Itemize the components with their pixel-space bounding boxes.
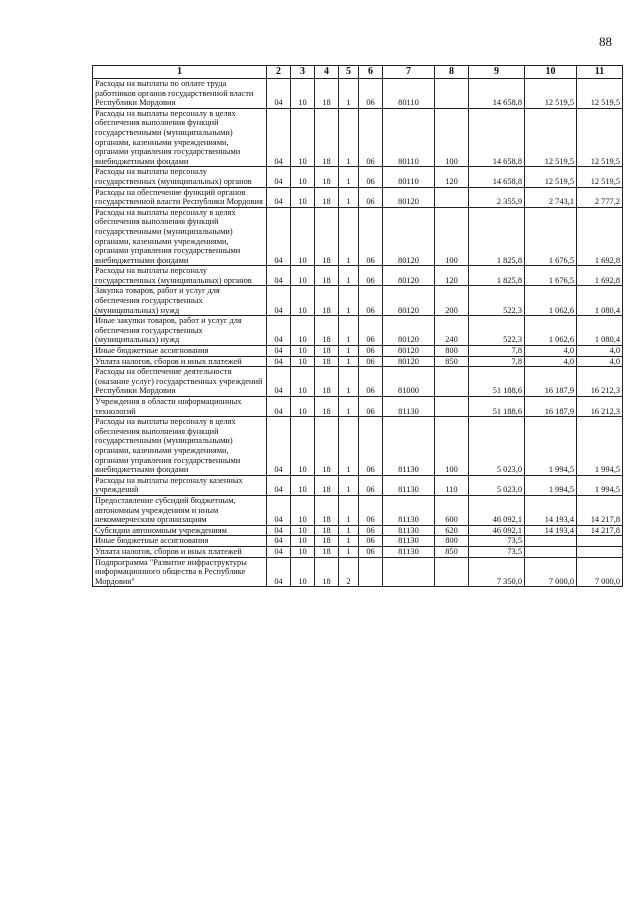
cell-amount-year-3: 16 212,3 [577,397,623,417]
cell-description: Субсидии автономным учреждениям [93,525,267,536]
cell-amount-year-2: 1 994,5 [525,417,577,476]
cell-amount-year-1: 51 188,6 [469,367,525,397]
cell-amount-year-1: 14 658,8 [469,79,525,109]
cell-program: 18 [315,187,339,207]
cell-amount-year-2: 7 000,0 [525,557,577,587]
cell-section: 04 [267,525,291,536]
table-row [93,557,623,587]
cell-description: Иные закупки товаров, работ и услуг для обеспечения государственных (муниципальных) нужд [93,316,267,346]
cell-amount-year-3: 1 994,5 [577,417,623,476]
cell-amount-year-1: 73,5 [469,546,525,557]
cell-direction: 80120 [383,266,435,286]
column-header-8: 8 [435,66,469,79]
cell-main-activity: 06 [359,79,383,109]
cell-expense-type: 100 [435,207,469,266]
cell-subsection: 10 [291,286,315,316]
cell-amount-year-1: 7,8 [469,356,525,367]
cell-subsection: 10 [291,187,315,207]
cell-direction: 81130 [383,536,435,547]
cell-direction: 81000 [383,367,435,397]
cell-main-activity: 06 [359,525,383,536]
cell-program: 18 [315,79,339,109]
cell-main-activity: 06 [359,187,383,207]
cell-main-activity: 06 [359,475,383,495]
cell-section: 04 [267,167,291,187]
cell-section: 04 [267,79,291,109]
cell-program: 18 [315,475,339,495]
header-row [93,66,623,79]
cell-main-activity: 06 [359,167,383,187]
cell-subsection: 10 [291,475,315,495]
cell-description: Предоставление субсидий бюджетным, автономным учреждениям и иным некоммерческим организациям [93,495,267,525]
cell-amount-year-3 [577,536,623,547]
cell-main-activity: 06 [359,356,383,367]
cell-subprogram: 1 [339,108,359,167]
cell-direction: 81130 [383,475,435,495]
cell-amount-year-3: 4,0 [577,356,623,367]
cell-section: 04 [267,316,291,346]
cell-section: 04 [267,346,291,357]
cell-program: 18 [315,167,339,187]
cell-amount-year-1: 1 825,8 [469,266,525,286]
column-header-4: 4 [315,66,339,79]
column-header-10: 10 [525,66,577,79]
cell-expense-type [435,79,469,109]
cell-amount-year-1: 5 023,0 [469,417,525,476]
cell-amount-year-3: 1 692,8 [577,207,623,266]
cell-amount-year-2 [525,546,577,557]
cell-section: 04 [267,536,291,547]
cell-expense-type: 120 [435,167,469,187]
cell-subsection: 10 [291,536,315,547]
cell-program: 18 [315,525,339,536]
cell-direction: 80110 [383,167,435,187]
cell-section: 04 [267,266,291,286]
cell-amount-year-2: 12 519,5 [525,167,577,187]
cell-subsection: 10 [291,79,315,109]
cell-main-activity: 06 [359,397,383,417]
cell-expense-type: 800 [435,346,469,357]
table-row [93,346,623,357]
cell-main-activity: 06 [359,346,383,357]
cell-direction: 81130 [383,397,435,417]
cell-expense-type: 100 [435,417,469,476]
cell-subprogram: 1 [339,167,359,187]
table-row [93,207,623,266]
cell-expense-type: 100 [435,108,469,167]
cell-amount-year-1: 2 355,9 [469,187,525,207]
cell-main-activity: 06 [359,367,383,397]
cell-description: Расходы на выплаты персоналу государственных (муниципальных) органов [93,266,267,286]
cell-program: 18 [315,557,339,587]
cell-amount-year-1: 522,3 [469,316,525,346]
table-row [93,286,623,316]
table-row [93,525,623,536]
cell-direction: 81130 [383,495,435,525]
cell-subprogram: 2 [339,557,359,587]
cell-expense-type: 240 [435,316,469,346]
cell-direction: 80120 [383,346,435,357]
cell-subprogram: 1 [339,536,359,547]
cell-amount-year-2: 1 062,6 [525,286,577,316]
cell-subsection: 10 [291,108,315,167]
cell-amount-year-3: 2 777,2 [577,187,623,207]
cell-direction: 80120 [383,187,435,207]
cell-subprogram: 1 [339,207,359,266]
cell-subsection: 10 [291,367,315,397]
cell-expense-type: 850 [435,356,469,367]
cell-expense-type [435,557,469,587]
cell-main-activity: 06 [359,495,383,525]
cell-description: Расходы на выплаты персоналу в целях обеспечения выполнения функций государственными (муниципальными) органами, казенными учреждениями, органами управления государственными внебюджетными фондами [93,108,267,167]
cell-direction [383,557,435,587]
cell-program: 18 [315,286,339,316]
cell-description: Расходы на выплаты по оплате труда работников органов государственной власти Республики Мордовия [93,79,267,109]
cell-main-activity: 06 [359,546,383,557]
table-body [93,79,623,587]
cell-program: 18 [315,495,339,525]
cell-main-activity: 06 [359,207,383,266]
cell-section: 04 [267,475,291,495]
cell-subsection: 10 [291,167,315,187]
cell-subprogram: 1 [339,187,359,207]
cell-amount-year-2: 14 193,4 [525,525,577,536]
cell-direction: 80110 [383,79,435,109]
cell-amount-year-2: 1 062,6 [525,316,577,346]
cell-amount-year-2: 16 187,9 [525,397,577,417]
cell-subsection: 10 [291,356,315,367]
cell-amount-year-3: 12 519,5 [577,108,623,167]
cell-description: Иные бюджетные ассигнования [93,536,267,547]
cell-section: 04 [267,495,291,525]
cell-description: Расходы на обеспечение деятельности (оказание услуг) государственных учреждений Республики Мордовия [93,367,267,397]
cell-description: Учреждения в области информационных технологий [93,397,267,417]
cell-subsection: 10 [291,346,315,357]
cell-subprogram: 1 [339,286,359,316]
cell-main-activity: 06 [359,266,383,286]
column-header-3: 3 [291,66,315,79]
cell-expense-type: 200 [435,286,469,316]
cell-amount-year-1: 14 658,8 [469,167,525,187]
cell-program: 18 [315,207,339,266]
cell-section: 04 [267,108,291,167]
cell-amount-year-3: 12 519,5 [577,79,623,109]
cell-amount-year-2: 1 676,5 [525,207,577,266]
cell-description: Расходы на выплаты персоналу казенных учреждений [93,475,267,495]
column-header-2: 2 [267,66,291,79]
cell-subprogram: 1 [339,79,359,109]
cell-subprogram: 1 [339,316,359,346]
cell-program: 18 [315,397,339,417]
cell-section: 04 [267,187,291,207]
cell-subsection: 10 [291,316,315,346]
cell-expense-type: 600 [435,495,469,525]
cell-amount-year-1: 1 825,8 [469,207,525,266]
cell-amount-year-3 [577,546,623,557]
cell-main-activity: 06 [359,316,383,346]
cell-main-activity: 06 [359,286,383,316]
cell-subsection: 10 [291,397,315,417]
cell-amount-year-3: 14 217,8 [577,495,623,525]
cell-amount-year-2: 4,0 [525,346,577,357]
cell-amount-year-3: 16 212,3 [577,367,623,397]
cell-subprogram: 1 [339,495,359,525]
cell-subsection: 10 [291,207,315,266]
cell-amount-year-1: 522,3 [469,286,525,316]
budget-table [92,65,623,587]
cell-amount-year-1: 7 350,0 [469,557,525,587]
cell-description: Расходы на выплаты персоналу государственных (муниципальных) органов [93,167,267,187]
cell-section: 04 [267,546,291,557]
cell-program: 18 [315,536,339,547]
table-row [93,536,623,547]
cell-description: Уплата налогов, сборов и иных платежей [93,356,267,367]
cell-subprogram: 1 [339,475,359,495]
cell-description: Расходы на выплаты персоналу в целях обеспечения выполнения функций государственными (муниципальными) органами, казенными учреждениями, органами управления государственными внебюджетными фондами [93,207,267,266]
cell-subsection: 10 [291,546,315,557]
cell-main-activity: 06 [359,108,383,167]
table-row [93,475,623,495]
cell-direction: 80110 [383,108,435,167]
cell-expense-type: 850 [435,546,469,557]
cell-section: 04 [267,286,291,316]
table-header [93,66,623,79]
table-row [93,79,623,109]
cell-description: Иные бюджетные ассигнования [93,346,267,357]
cell-amount-year-1: 5 023,0 [469,475,525,495]
cell-amount-year-2: 12 519,5 [525,108,577,167]
table-row [93,167,623,187]
cell-amount-year-3: 1 994,5 [577,475,623,495]
table-row [93,397,623,417]
cell-amount-year-1: 7,8 [469,346,525,357]
table-row [93,367,623,397]
cell-subprogram: 1 [339,346,359,357]
cell-section: 04 [267,397,291,417]
cell-main-activity: 06 [359,417,383,476]
table-row [93,108,623,167]
cell-subprogram: 1 [339,546,359,557]
cell-amount-year-3: 7 000,0 [577,557,623,587]
cell-subsection: 10 [291,417,315,476]
cell-description: Расходы на выплаты персоналу в целях обеспечения выполнения функций государственными (муниципальными) органами, казенными учреждениями, органами управления государственными внебюджетными фондами [93,417,267,476]
column-header-7: 7 [383,66,435,79]
cell-direction: 80120 [383,356,435,367]
cell-subprogram: 1 [339,356,359,367]
table-row [93,546,623,557]
cell-amount-year-3: 1 080,4 [577,286,623,316]
cell-direction: 80120 [383,286,435,316]
cell-expense-type: 620 [435,525,469,536]
cell-amount-year-2 [525,536,577,547]
cell-direction: 80120 [383,316,435,346]
cell-amount-year-1: 46 092,1 [469,495,525,525]
cell-program: 18 [315,417,339,476]
cell-section: 04 [267,367,291,397]
cell-amount-year-3: 1 080,4 [577,316,623,346]
cell-main-activity [359,557,383,587]
cell-amount-year-2: 2 743,1 [525,187,577,207]
cell-program: 18 [315,546,339,557]
cell-amount-year-1: 73,5 [469,536,525,547]
table-row [93,187,623,207]
cell-section: 04 [267,207,291,266]
cell-expense-type [435,397,469,417]
cell-direction: 80120 [383,207,435,266]
table-row [93,316,623,346]
column-header-5: 5 [339,66,359,79]
cell-amount-year-2: 12 519,5 [525,79,577,109]
table-row [93,417,623,476]
cell-amount-year-1: 14 658,8 [469,108,525,167]
cell-direction: 81130 [383,417,435,476]
cell-expense-type: 120 [435,266,469,286]
cell-program: 18 [315,346,339,357]
cell-amount-year-3: 12 519,5 [577,167,623,187]
cell-direction: 81130 [383,546,435,557]
column-header-1: 1 [93,66,267,79]
cell-amount-year-3: 14 217,8 [577,525,623,536]
cell-description: Уплата налогов, сборов и иных платежей [93,546,267,557]
cell-amount-year-2: 4,0 [525,356,577,367]
cell-direction: 81130 [383,525,435,536]
cell-section: 04 [267,557,291,587]
cell-subsection: 10 [291,525,315,536]
table-row [93,266,623,286]
cell-amount-year-3: 4,0 [577,346,623,357]
cell-subprogram: 1 [339,417,359,476]
cell-description: Подпрограмма "Развитие инфраструктуры информационного общества в Республике Мордовия" [93,557,267,587]
cell-amount-year-2: 16 187,9 [525,367,577,397]
cell-expense-type [435,367,469,397]
cell-program: 18 [315,316,339,346]
cell-program: 18 [315,356,339,367]
cell-subsection: 10 [291,557,315,587]
cell-expense-type [435,187,469,207]
cell-section: 04 [267,356,291,367]
cell-amount-year-1: 46 092,1 [469,525,525,536]
cell-amount-year-1: 51 188,6 [469,397,525,417]
cell-amount-year-2: 1 676,5 [525,266,577,286]
cell-expense-type: 110 [435,475,469,495]
column-header-6: 6 [359,66,383,79]
page-number: 88 [599,34,612,49]
cell-description: Расходы на обеспечение функций органов государственной власти Республики Мордовия [93,187,267,207]
column-header-9: 9 [469,66,525,79]
cell-subprogram: 1 [339,367,359,397]
cell-amount-year-2: 14 193,4 [525,495,577,525]
cell-subsection: 10 [291,495,315,525]
cell-program: 18 [315,108,339,167]
cell-program: 18 [315,266,339,286]
cell-main-activity: 06 [359,536,383,547]
cell-program: 18 [315,367,339,397]
cell-subsection: 10 [291,266,315,286]
cell-amount-year-2: 1 994,5 [525,475,577,495]
cell-subprogram: 1 [339,397,359,417]
cell-description: Закупка товаров, работ и услуг для обеспечения государственных (муниципальных) нужд [93,286,267,316]
table-row [93,495,623,525]
cell-section: 04 [267,417,291,476]
cell-subprogram: 1 [339,525,359,536]
cell-subprogram: 1 [339,266,359,286]
table-row [93,356,623,367]
cell-amount-year-3: 1 692,8 [577,266,623,286]
column-header-11: 11 [577,66,623,79]
cell-expense-type: 800 [435,536,469,547]
